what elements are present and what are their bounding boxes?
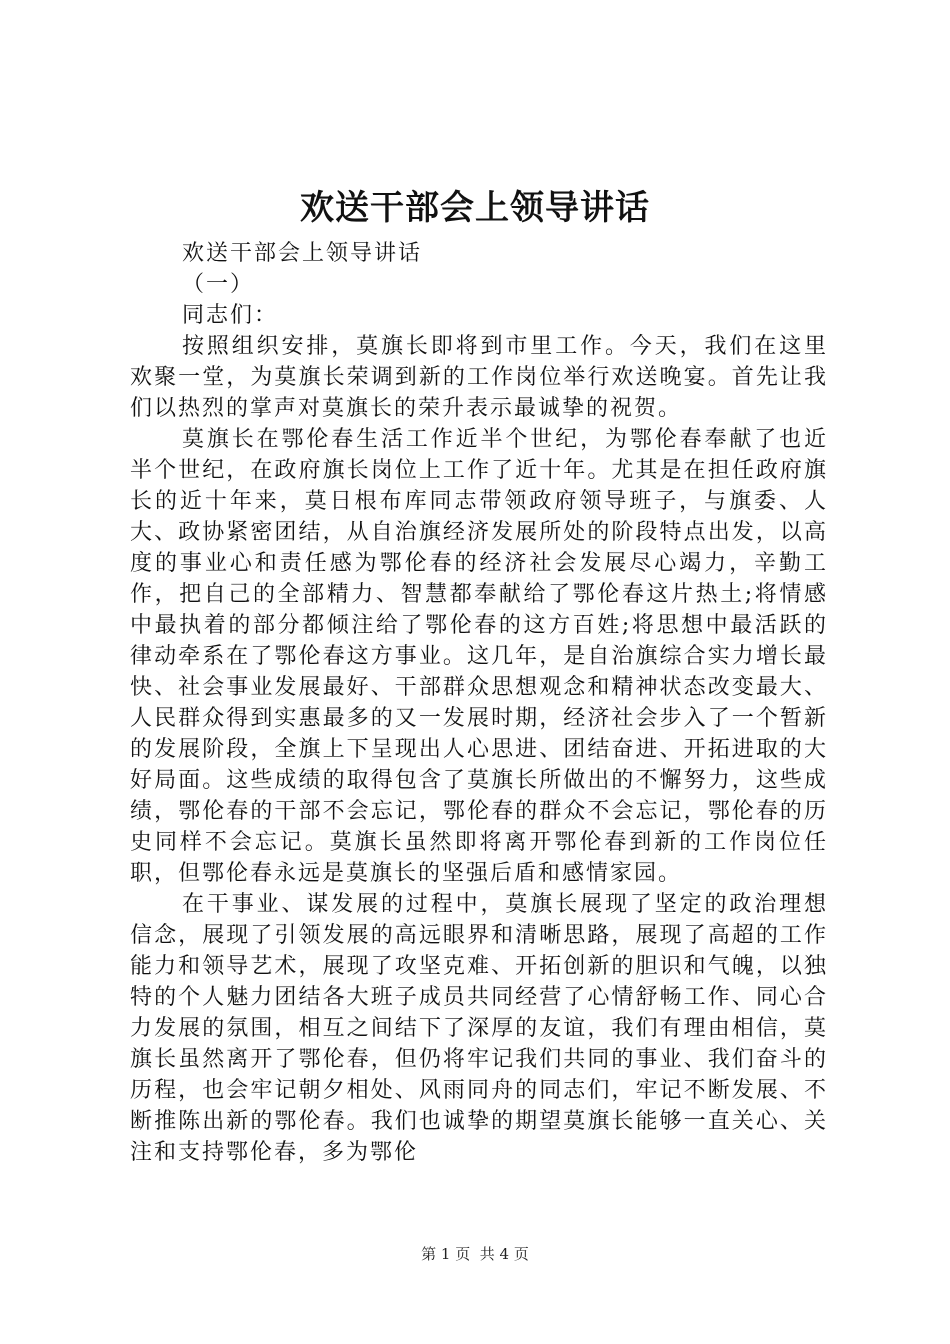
body-paragraph: 在干事业、谋发展的过程中，莫旗长展现了坚定的政治理想信念，展现了引领发展的高远眼界和清晰思路，展现了高超的工作能力和领导艺术，展现了攻坚克难、开拓创新的胆识和气魄，以独特的个人魅力团结各大班子成员共同经营了心情舒畅工作、同心合力发展的氛围，相互之间结下了深厚的友谊，我们有理由相信，莫旗长虽然离开了鄂伦春，但仍将牢记我们共同的事业、我们奋斗的历程，也会牢记朝夕相处、风雨同舟的同志们，牢记不断发展、不断推陈出新的鄂伦春。我们也诚挚的期望莫旗长能够一直关心、关注和支持鄂伦春，多为鄂伦 (130, 892, 828, 1165)
body-paragraph: 按照组织安排，莫旗长即将到市里工作。今天，我们在这里欢聚一堂，为莫旗长荣调到新的工作岗位举行欢送晚宴。首先让我们以热烈的掌声对莫旗长的荣升表示最诚挚的祝贺。 (130, 334, 828, 421)
page-footer (0, 1244, 950, 1264)
section-number-paragraph: （一） (182, 272, 255, 297)
document-title: 欢送干部会上领导讲话 (300, 188, 650, 228)
page-number: 第 1 页 共 4 页 (421, 1245, 529, 1263)
document-body (130, 238, 828, 1168)
body-paragraph: 莫旗长在鄂伦春生活工作近半个世纪，为鄂伦春奉献了也近半个世纪，在政府旗长岗位上工作了近十年。尤其是在担任政府旗长的近十年来，莫日根布库同志带领政府领导班子，与旗委、人大、政协紧密团结，从自治旗经济发展所处的阶段特点出发，以高度的事业心和责任感为鄂伦春的经济社会发展尽心竭力，辛勤工作，把自己的全部精力、智慧都奉献给了鄂伦春这片热土;将情感中最执着的部分都倾注给了鄂伦春的这方百姓;将思想中最活跃的律动牵系在了鄂伦春这方事业。这几年，是自治旗综合实力增长最快、社会事业发展最好、干部群众思想观念和精神状态改变最大、人民群众得到实惠最多的又一发展时期，经济社会步入了一个暂新的发展阶段，全旗上下呈现出人心思进、团结奋进、开拓进取的大好局面。这些成绩的取得包含了莫旗长所做出的不懈努力，这些成绩，鄂伦春的干部不会忘记，鄂伦春的群众不会忘记，鄂伦春的历史同样不会忘记。莫旗长虽然即将离开鄂伦春到新的工作岗位任职，但鄂伦春永远是莫旗长的坚强后盾和感情家园。 (130, 427, 828, 886)
salutation-paragraph: 同志们： (182, 303, 279, 328)
subtitle-paragraph: 欢送干部会上领导讲话 (182, 241, 423, 266)
